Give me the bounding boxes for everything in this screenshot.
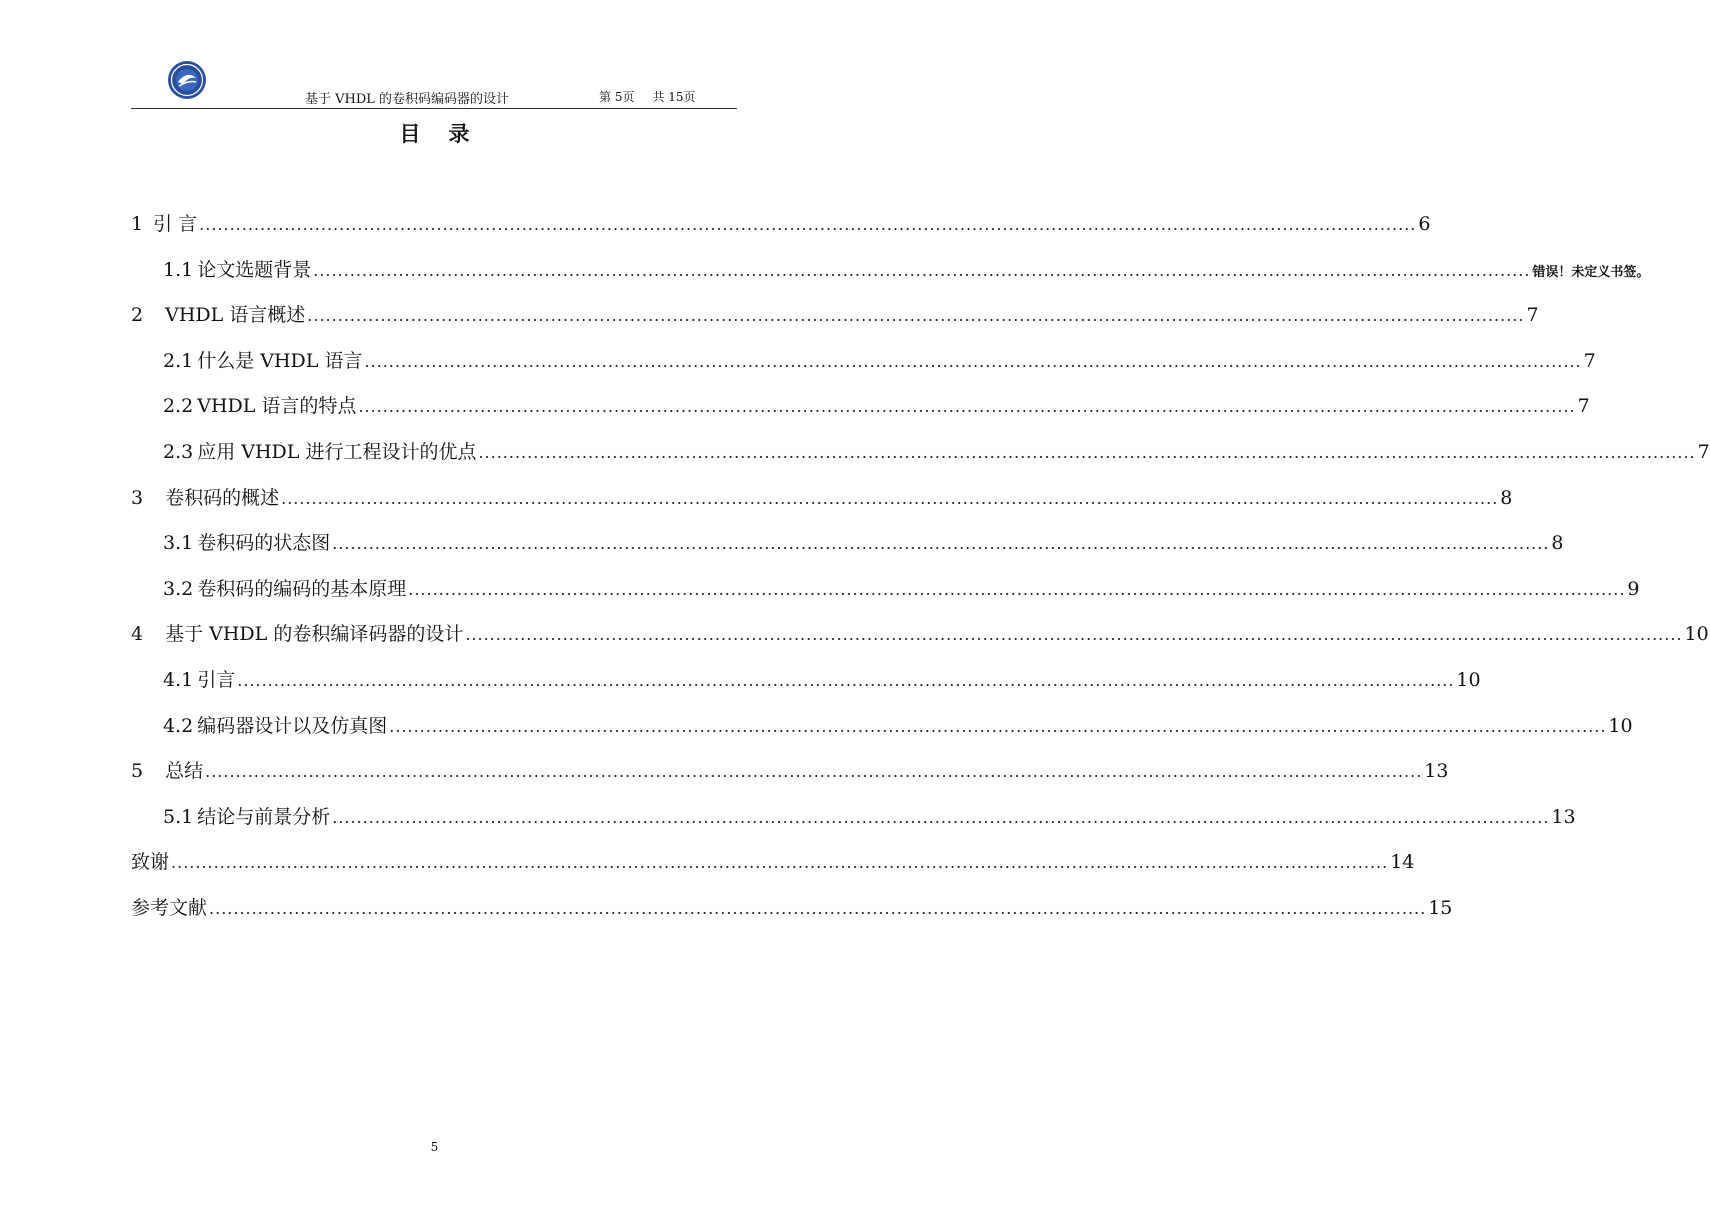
toc-entry[interactable] <box>131 893 1453 921</box>
toc-leader-dots: ........................................................................................................................................................................................................ <box>478 443 1696 462</box>
toc-entry-title: 引言 <box>197 669 236 691</box>
doc-title-char: 目 <box>399 122 421 146</box>
toc-entry-page: 13 <box>1424 760 1449 783</box>
header-total-pages: 共 15页 <box>652 90 696 104</box>
toc-entry-number: 4 <box>131 623 144 646</box>
toc-entry[interactable] <box>131 483 1513 511</box>
toc-entry[interactable] <box>163 391 1590 419</box>
toc-entry-title: 卷积码的状态图 <box>197 532 331 555</box>
toc-entry-title: 论文选题背景 <box>197 258 312 281</box>
toc-leader-dots: ........................................................................................................................................................................................................ <box>408 579 1626 599</box>
toc-entry-number: 1 <box>131 213 144 235</box>
toc-leader-dots: ........................................................................................................................................................................................................ <box>171 853 1389 873</box>
toc-entry-number: 3 <box>131 486 144 509</box>
toc-entry-title: 基于 VHDL 的卷积编译码器的设计 <box>165 623 464 646</box>
toc-entry-page: 7 <box>1526 304 1539 327</box>
toc-entry-title: 卷积码的概述 <box>165 486 280 509</box>
toc-entry-title: VHDL 语言概述 <box>165 304 306 327</box>
toc-entry-title: 什么是 VHDL 语言 <box>197 349 363 372</box>
toc-entry-page: 错误！未定义书签。 <box>1532 264 1650 280</box>
header-page-info <box>599 88 696 105</box>
toc-entry-title: 总结 <box>165 760 204 783</box>
toc-entry-number: 2.2 <box>163 395 194 418</box>
toc-entry-page: 10 <box>1608 714 1633 737</box>
toc-leader-dots: ........................................................................................................................................................................................................ <box>281 488 1499 508</box>
toc-entry-page: 7 <box>1577 395 1590 418</box>
doc-title <box>0 118 869 148</box>
toc-entry-title: 卷积码的编码的基本原理 <box>197 577 407 600</box>
toc-entry-number: 5 <box>131 760 144 783</box>
toc-entry-title: 参考文献 <box>131 897 208 919</box>
toc-entry-page: 6 <box>1418 213 1431 235</box>
toc-entry-title: 应用 VHDL 进行工程设计的优点 <box>197 441 477 463</box>
toc-entry[interactable] <box>131 209 1431 237</box>
toc-entry-page: 10 <box>1456 669 1481 691</box>
toc-entry-page: 7 <box>1697 441 1710 463</box>
toc-entry[interactable] <box>163 255 1650 283</box>
toc-entry[interactable] <box>163 665 1481 693</box>
doc-title-char: 录 <box>448 122 470 146</box>
toc-leader-dots: ........................................................................................................................................................................................................ <box>465 625 1683 645</box>
toc-leader-dots: ........................................................................................................................................................................................................ <box>389 716 1607 736</box>
toc-leader-dots: ........................................................................................................................................................................................................ <box>209 899 1427 918</box>
toc-leader-dots: ........................................................................................................................................................................................................ <box>237 671 1455 690</box>
toc-entry-page: 15 <box>1428 897 1453 919</box>
toc-leader-dots: ........................................................................................................................................................................................................ <box>332 807 1550 827</box>
toc-entry-page: 10 <box>1684 623 1709 646</box>
toc-entry-page: 13 <box>1551 805 1576 828</box>
toc-entry-page: 8 <box>1500 486 1513 509</box>
toc-entry[interactable] <box>131 300 1539 328</box>
toc-leader-dots: ........................................................................................................................................................................................................ <box>332 534 1550 554</box>
footer-page-number: 5 <box>430 1140 439 1154</box>
toc-entry-title: 结论与前景分析 <box>197 805 331 828</box>
toc-entry-number: 1.1 <box>163 258 194 281</box>
toc-entry-page: 9 <box>1627 577 1640 600</box>
toc-leader-dots: ........................................................................................................................................................................................................ <box>307 306 1525 326</box>
toc-entry[interactable] <box>131 619 1709 647</box>
toc-leader-dots: ........................................................................................................................................................................................................ <box>364 351 1582 371</box>
toc-leader-dots: ........................................................................................................................................................................................................ <box>199 215 1417 234</box>
toc-leader-dots: ........................................................................................................................................................................................................ <box>205 762 1423 782</box>
toc-entry-title: 致谢 <box>131 851 170 874</box>
toc-entry-title: VHDL 语言的特点 <box>197 395 357 418</box>
toc-entry-number: 4.2 <box>163 714 194 737</box>
toc-entry-number: 3.2 <box>163 577 194 600</box>
toc-entry-page: 8 <box>1551 532 1564 555</box>
header-title: 基于 VHDL 的卷积码编码器的设计 <box>305 92 510 107</box>
toc-entry-page: 7 <box>1583 349 1596 372</box>
toc-entry-number: 4.1 <box>163 669 194 691</box>
toc-entry[interactable] <box>163 437 1710 465</box>
toc-entry[interactable] <box>163 528 1564 556</box>
toc-leader-dots: ........................................................................................................................................................................................................ <box>358 397 1576 417</box>
toc-entry-number: 2.1 <box>163 349 194 372</box>
toc-entry[interactable] <box>163 711 1633 739</box>
toc-entry[interactable] <box>163 802 1576 830</box>
toc-entry-title: 编码器设计以及仿真图 <box>197 714 388 737</box>
toc-entry[interactable] <box>163 346 1596 374</box>
university-seal-icon <box>167 60 207 100</box>
toc-entry-number: 3.1 <box>163 532 194 555</box>
toc-entry[interactable] <box>131 756 1449 784</box>
toc-entry[interactable] <box>163 574 1640 602</box>
toc-entry-title: 引 言 <box>153 213 198 235</box>
toc-entry-page: 14 <box>1390 851 1415 874</box>
toc-entry[interactable] <box>131 847 1415 875</box>
page-header <box>131 60 737 109</box>
toc-entry-number: 5.1 <box>163 805 194 828</box>
header-current-page: 第 5页 <box>599 90 635 104</box>
toc-entry-number: 2 <box>131 304 144 327</box>
toc-entry-number: 2.3 <box>163 441 194 463</box>
toc-leader-dots: ........................................................................................................................................................................................................ <box>313 260 1531 280</box>
